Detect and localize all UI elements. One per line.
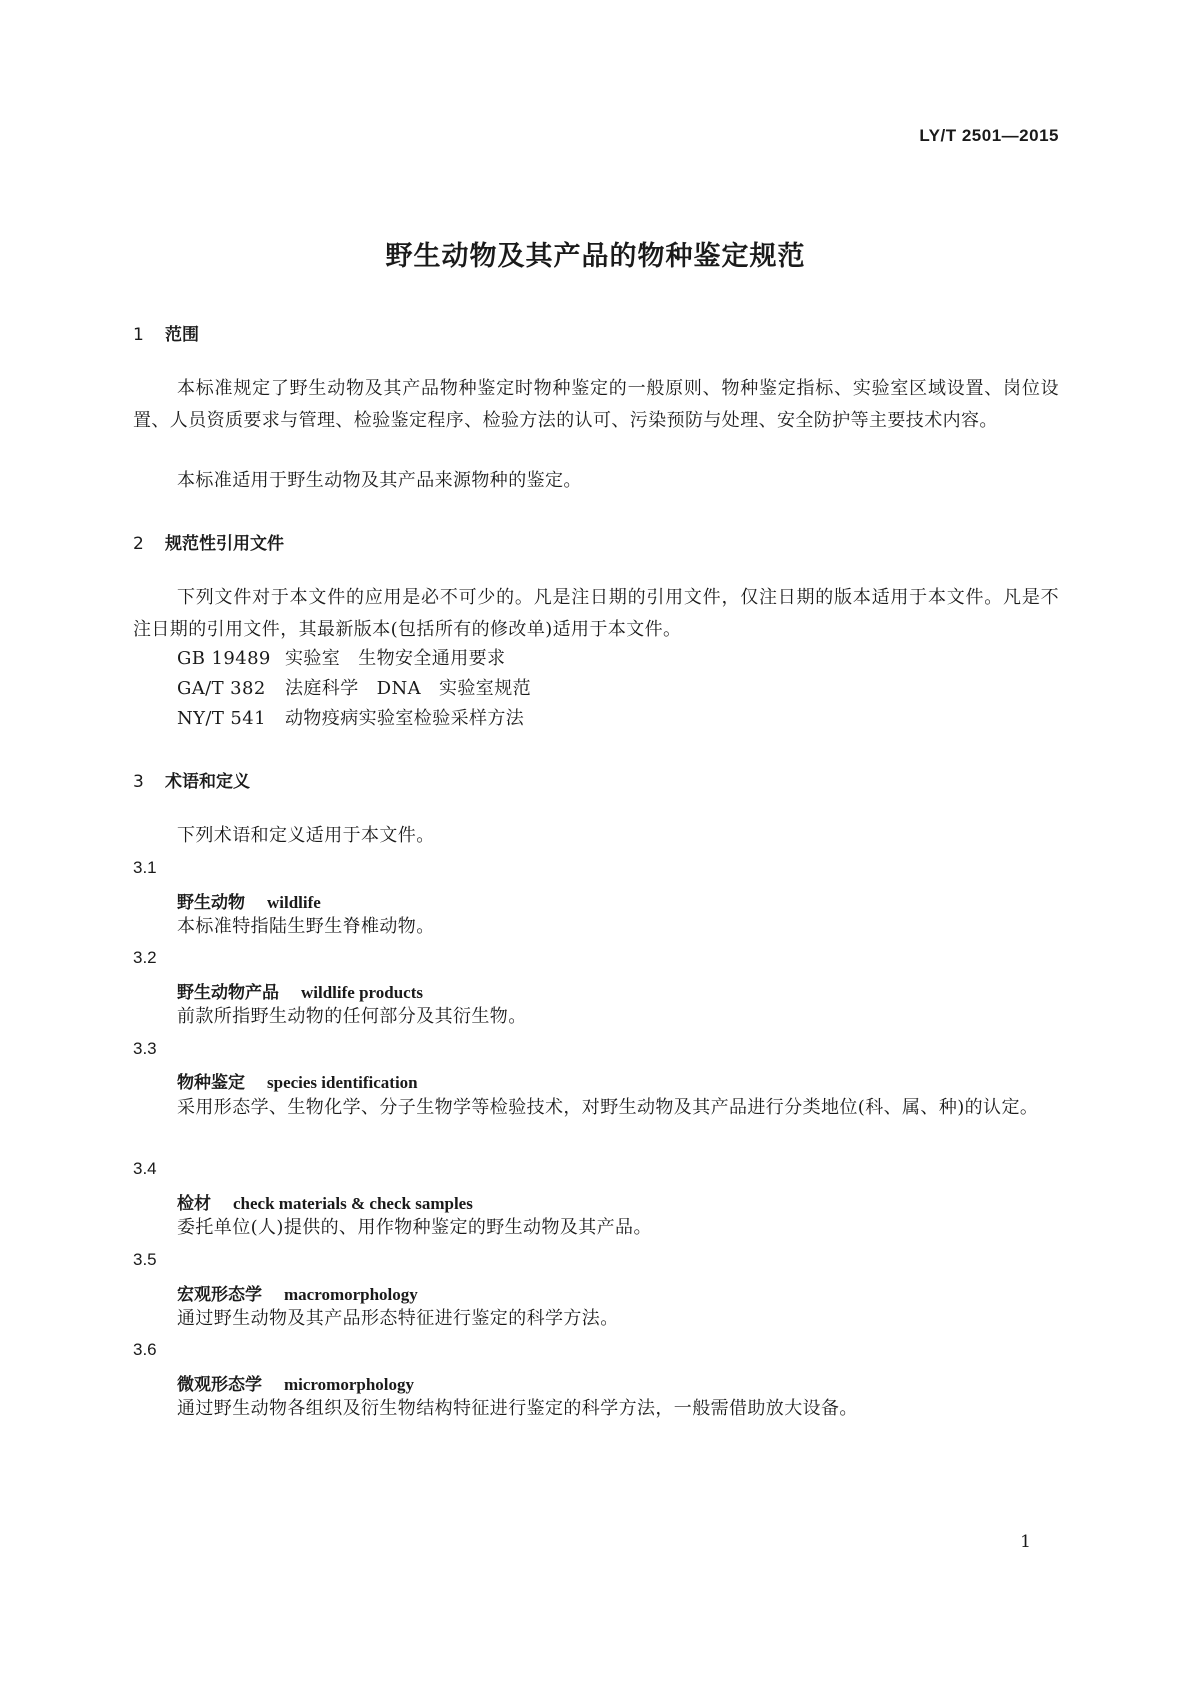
paragraph: 下列文件对于本文件的应用是必不可少的。凡是注日期的引用文件，仅注日期的版本适用于本文件。凡是不注日期的引用文件，其最新版本(包括所有的修改单)适用于本文件。 — [133, 587, 1059, 640]
term-definition: 通过野生动物各组织及衍生物结构特征进行鉴定的科学方法，一般需借助放大设备。 — [177, 1398, 858, 1419]
term-definition: 前款所指野生动物的任何部分及其衍生物。 — [177, 1006, 527, 1027]
document-code: LY/T 2501—2015 — [919, 126, 1059, 145]
section-heading-3 — [133, 767, 250, 792]
term-number: 3.6 — [133, 1340, 157, 1359]
term-heading — [177, 1068, 418, 1093]
term-en: micromorphology — [284, 1375, 415, 1394]
term-zh: 野生动物 — [177, 893, 245, 913]
term-heading — [177, 1370, 414, 1395]
term-zh: 宏观形态学 — [177, 1285, 262, 1305]
section-number: 1 — [133, 325, 144, 345]
section-heading-1 — [133, 320, 199, 345]
section-heading-2 — [133, 529, 284, 554]
section-title: 范围 — [165, 325, 199, 345]
section-number: 2 — [133, 534, 144, 554]
term-heading — [177, 978, 423, 1003]
term-en: macromorphology — [284, 1285, 418, 1304]
section-title: 规范性引用文件 — [165, 534, 284, 554]
reference-part: 动物疫病实验室检验采样方法 — [285, 708, 525, 729]
term-en: check materials & check samples — [233, 1194, 473, 1213]
paragraph: 本标准规定了野生动物及其产品物种鉴定时物种鉴定的一般原则、物种鉴定指标、实验室区域设置、岗位设置、人员资质要求与管理、检验鉴定程序、检验方法的认可、污染预防与处理、安全防护等主要技术内容。 — [133, 378, 1059, 431]
reference-part: DNA — [376, 678, 421, 699]
reference-part: 实验室 — [285, 648, 341, 669]
normative-reference — [177, 703, 524, 735]
normative-reference — [177, 673, 531, 705]
term-zh: 检材 — [177, 1194, 211, 1214]
paragraph: 本标准适用于野生动物及其产品来源物种的鉴定。 — [177, 470, 582, 491]
page-title: 野生动物及其产品的物种鉴定规范 — [385, 241, 806, 272]
term-number: 3.1 — [133, 858, 157, 877]
term-heading — [177, 1280, 418, 1305]
term-number: 3.4 — [133, 1159, 157, 1178]
reference-code: GA/T 382 — [177, 678, 266, 699]
term-number: 3.5 — [133, 1250, 157, 1269]
term-definition: 委托单位(人)提供的、用作物种鉴定的野生动物及其产品。 — [177, 1217, 652, 1238]
term-definition: 通过野生动物及其产品形态特征进行鉴定的科学方法。 — [177, 1308, 619, 1329]
term-number: 3.2 — [133, 948, 157, 967]
term-definition: 采用形态学、生物化学、分子生物学等检验技术，对野生动物及其产品进行分类地位(科、属、种)的认定。 — [177, 1097, 1039, 1118]
terms-intro: 下列术语和定义适用于本文件。 — [177, 825, 435, 846]
term-heading — [177, 888, 321, 913]
section-title: 术语和定义 — [165, 772, 250, 792]
term-number: 3.3 — [133, 1039, 157, 1058]
term-definition: 本标准特指陆生野生脊椎动物。 — [177, 916, 435, 937]
term-zh: 微观形态学 — [177, 1375, 262, 1395]
reference-part: 实验室规范 — [439, 678, 531, 699]
term-en: species identification — [267, 1073, 418, 1092]
term-zh: 野生动物产品 — [177, 983, 279, 1003]
section-number: 3 — [133, 772, 144, 792]
term-heading — [177, 1189, 473, 1214]
term-en: wildlife — [267, 893, 321, 912]
reference-part: 法庭科学 — [285, 678, 359, 699]
reference-code: GB 19489 — [177, 648, 271, 669]
page-number: 1 — [1020, 1532, 1031, 1552]
term-en: wildlife products — [301, 983, 424, 1002]
normative-reference — [177, 643, 505, 675]
term-zh: 物种鉴定 — [177, 1073, 245, 1093]
reference-code: NY/T 541 — [177, 708, 266, 729]
reference-part: 生物安全通用要求 — [358, 648, 506, 669]
